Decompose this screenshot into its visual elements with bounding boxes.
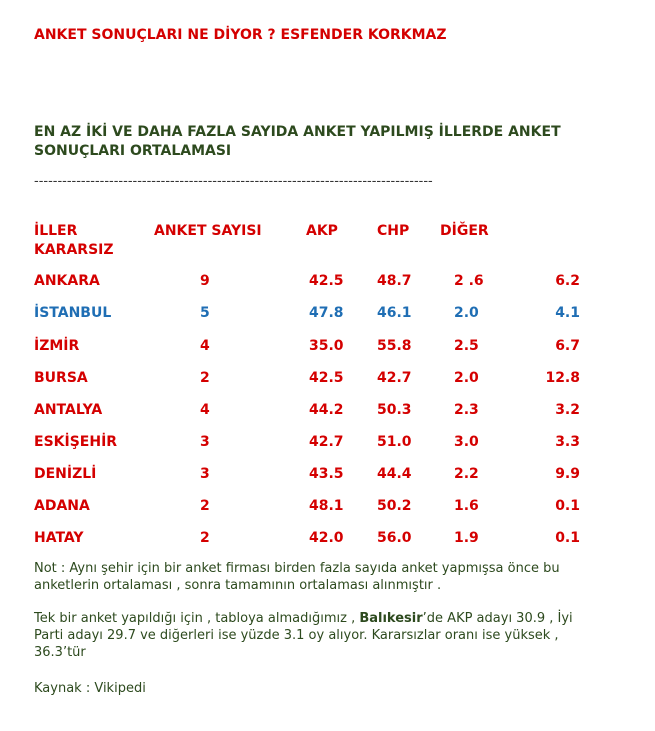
undecided-cell: 4.1 [555, 305, 580, 321]
city-cell: DENİZLİ [34, 466, 97, 482]
count-cell: 5 [200, 305, 210, 321]
chp-cell: 42.7 [377, 370, 412, 386]
city-cell: BURSA [34, 370, 88, 386]
undecided-cell: 0.1 [555, 530, 580, 546]
undecided-cell: 12.8 [545, 370, 580, 386]
header-count: ANKET SAYISI [154, 223, 262, 239]
undecided-cell: 6.2 [555, 273, 580, 289]
count-cell: 4 [200, 402, 210, 418]
balikesir-paragraph [34, 610, 604, 661]
count-cell: 3 [200, 466, 210, 482]
table-row [0, 402, 655, 422]
balikesir-after: ’de AKP adayı 30.9 , İyi Parti adayı 29.7 ve diğerleri ise yüzde 3.1 oy alıyor. Kararsızlar oranı ise yüksek , 36.3’tür [34, 611, 573, 660]
source-text: Kaynak : Vikipedi [34, 681, 146, 696]
chp-cell: 50.3 [377, 402, 412, 418]
akp-cell: 44.2 [309, 402, 344, 418]
table-row [0, 498, 655, 518]
akp-cell: 48.1 [309, 498, 344, 514]
other-cell: 2.5 [454, 338, 479, 354]
undecided-cell: 9.9 [555, 466, 580, 482]
other-cell: 2.0 [454, 370, 479, 386]
undecided-cell: 6.7 [555, 338, 580, 354]
table-row [0, 434, 655, 454]
table-row [0, 273, 655, 293]
table-row [0, 466, 655, 486]
chp-cell: 44.4 [377, 466, 412, 482]
divider-line: ------------------------------------------------------------------------------------- [34, 174, 433, 189]
chp-cell: 48.7 [377, 273, 412, 289]
other-cell: 1.9 [454, 530, 479, 546]
count-cell: 9 [200, 273, 210, 289]
akp-cell: 42.5 [309, 370, 344, 386]
akp-cell: 42.0 [309, 530, 344, 546]
chp-cell: 50.2 [377, 498, 412, 514]
count-cell: 2 [200, 498, 210, 514]
akp-cell: 42.5 [309, 273, 344, 289]
chp-cell: 51.0 [377, 434, 412, 450]
city-cell: ANTALYA [34, 402, 103, 418]
city-cell: İZMİR [34, 338, 80, 354]
count-cell: 2 [200, 530, 210, 546]
count-cell: 4 [200, 338, 210, 354]
header-other: DİĞER [440, 223, 489, 239]
table-row [0, 370, 655, 390]
other-cell: 3.0 [454, 434, 479, 450]
balikesir-before: Tek bir anket yapıldığı için , tabloya almadığımız , [34, 611, 360, 626]
count-cell: 3 [200, 434, 210, 450]
undecided-cell: 3.2 [555, 402, 580, 418]
chp-cell: 56.0 [377, 530, 412, 546]
header-chp: CHP [377, 223, 410, 239]
akp-cell: 42.7 [309, 434, 344, 450]
akp-cell: 43.5 [309, 466, 344, 482]
table-row [0, 305, 655, 325]
table-row [0, 530, 655, 550]
city-cell: ESKİŞEHİR [34, 434, 118, 450]
akp-cell: 35.0 [309, 338, 344, 354]
city-cell: ADANA [34, 498, 90, 514]
city-cell: HATAY [34, 530, 84, 546]
note-text: Not : Aynı şehir için bir anket firması birden fazla sayıda anket yapmışsa önce bu anketlerin ortalaması , sonra tamamının ortalaması alınmıştır . [34, 561, 560, 593]
balikesir-city: Balıkesir [359, 611, 423, 626]
other-cell: 2 .6 [454, 273, 484, 289]
header-undecided: KARARSIZ [34, 242, 114, 258]
chp-cell: 55.8 [377, 338, 412, 354]
city-cell: ANKARA [34, 273, 100, 289]
table-subtitle: EN AZ İKİ VE DAHA FAZLA SAYIDA ANKET YAPILMIŞ İLLERDE ANKET SONUÇLARI ORTALAMASI [34, 124, 561, 159]
count-cell: 2 [200, 370, 210, 386]
other-cell: 2.3 [454, 402, 479, 418]
other-cell: 2.0 [454, 305, 479, 321]
header-akp: AKP [306, 223, 338, 239]
undecided-cell: 3.3 [555, 434, 580, 450]
other-cell: 2.2 [454, 466, 479, 482]
other-cell: 1.6 [454, 498, 479, 514]
city-cell: İSTANBUL [34, 305, 112, 321]
page-title: ANKET SONUÇLARI NE DİYOR ? ESFENDER KORKMAZ [34, 27, 447, 43]
table-row [0, 338, 655, 358]
akp-cell: 47.8 [309, 305, 344, 321]
chp-cell: 46.1 [377, 305, 412, 321]
undecided-cell: 0.1 [555, 498, 580, 514]
header-city: İLLER [34, 223, 78, 239]
